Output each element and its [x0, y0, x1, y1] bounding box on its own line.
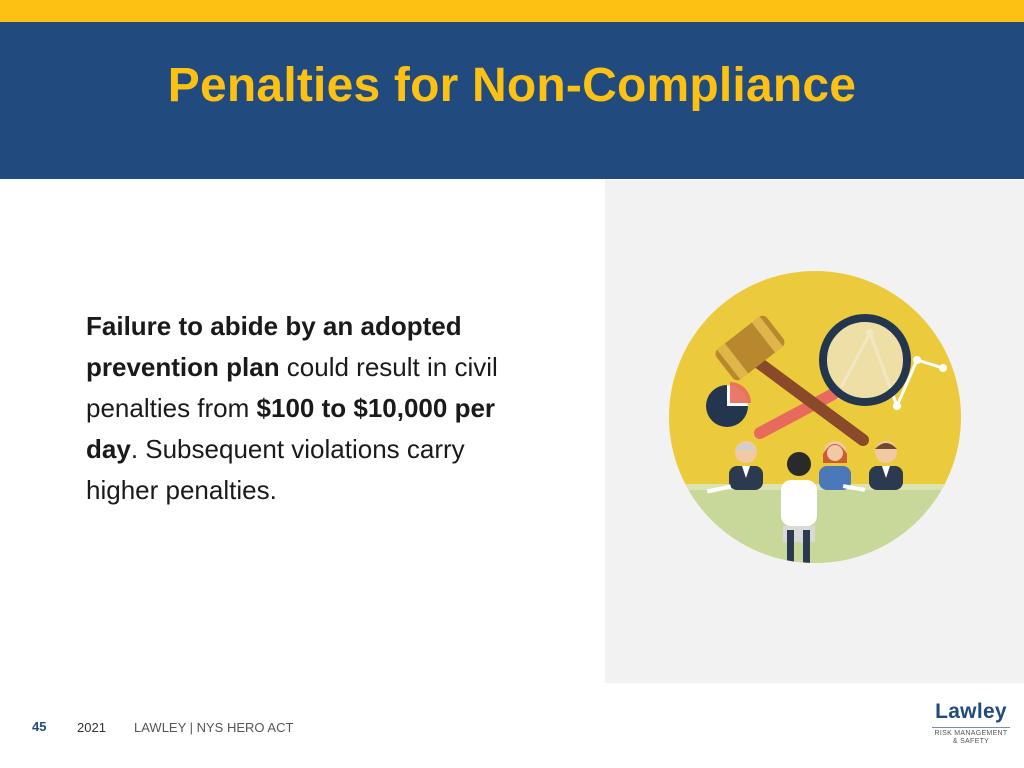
slide-title: Penalties for Non-Compliance [167, 59, 857, 112]
body-bold-phrase: Failure to abide by an adopted prevention plan [86, 311, 462, 382]
footer-year: 2021 [77, 720, 106, 735]
logo-subtitle-line2: & SAFETY [952, 738, 990, 745]
body-text-segment: . Subsequent violations carry higher penalties. [86, 434, 465, 505]
compliance-illustration [605, 180, 1024, 683]
penalty-range: $100 to $10,000 per day [86, 393, 496, 464]
body-paragraph [86, 306, 506, 511]
lawley-logo [926, 700, 1016, 752]
page-number: 45 [32, 719, 47, 734]
logo-wordmark: Lawley [935, 700, 1007, 723]
top-accent-stripe [0, 0, 1024, 22]
logo-subtitle-line1: RISK MANAGEMENT [934, 730, 1008, 737]
illustration-panel [605, 180, 1024, 683]
table-surface [660, 486, 980, 586]
body-text-segment: could result in civil penalties from [86, 352, 498, 423]
logo-rule [932, 727, 1010, 728]
footer-text: LAWLEY | NYS HERO ACT [134, 720, 294, 735]
